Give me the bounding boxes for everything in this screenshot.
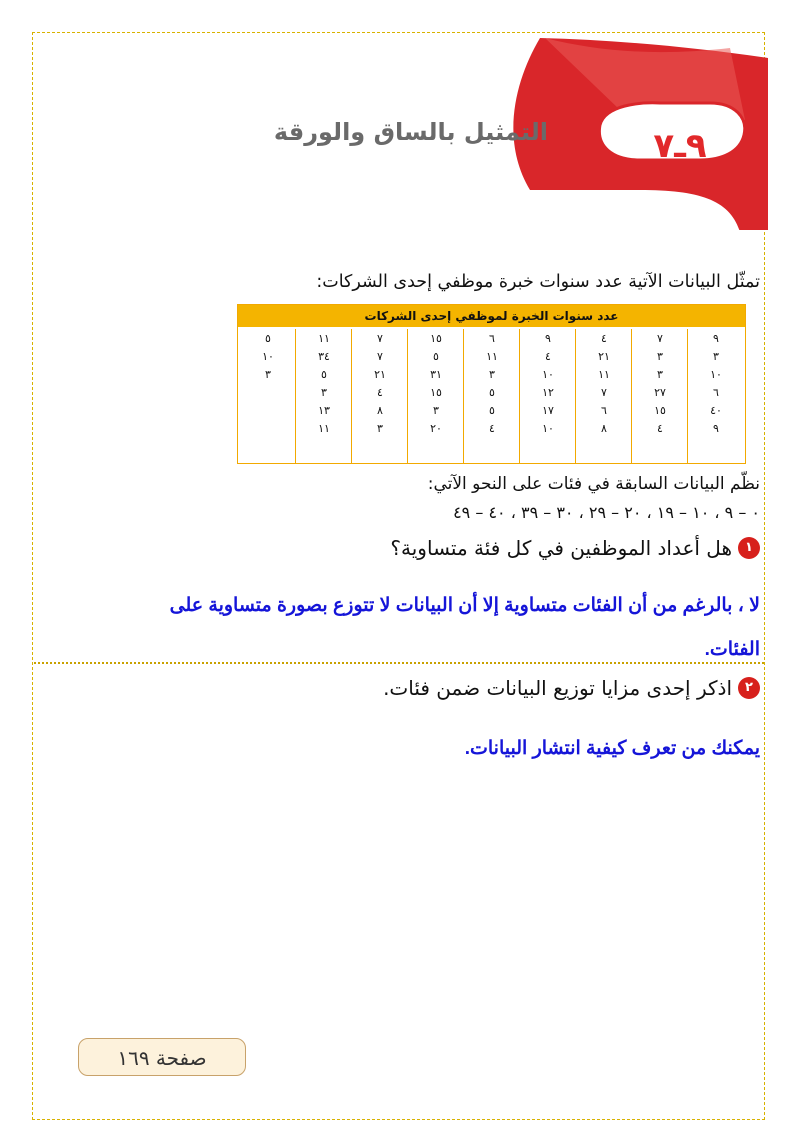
table-cell: ٨ <box>601 422 607 435</box>
table-cell: ٧ <box>657 332 663 345</box>
answer-1-line-2: الفئات. <box>704 639 760 660</box>
question-2-text: اذكر إحدى مزايا توزيع البيانات ضمن فئات. <box>383 676 732 700</box>
answer-2: يمكنك من تعرف كيفية انتشار البيانات. <box>464 738 760 759</box>
table-cell: ٣١ <box>430 368 442 381</box>
table-cell: ٨ <box>377 404 383 417</box>
table-cell: ٢١ <box>374 368 386 381</box>
table-cell: ١١ <box>486 350 498 363</box>
table-cell: ٣ <box>657 368 663 381</box>
table-cell: ٣ <box>321 386 327 399</box>
table-cell: ٥ <box>433 350 439 363</box>
table-cell: ٧ <box>601 386 607 399</box>
table-cell: ١٧ <box>542 404 554 417</box>
page-number-box: صفحة ١٦٩ <box>78 1038 246 1076</box>
table-cell: ٦ <box>713 386 719 399</box>
table-cell: ٤ <box>489 422 495 435</box>
class-ranges: ٠ – ٩ ، ١٠ – ١٩ ، ٢٠ – ٢٩ ، ٣٠ – ٣٩ ، ٤٠ – ٤٩ <box>453 503 760 522</box>
table-column <box>407 329 464 463</box>
table-cell: ١١ <box>598 368 610 381</box>
question-2-number: ٢ <box>738 677 760 699</box>
question-1-text: هل أعداد الموظفين في كل فئة متساوية؟ <box>390 536 732 560</box>
table-cell: ٦ <box>601 404 607 417</box>
table-cell: ٣ <box>713 350 719 363</box>
section-divider <box>34 662 764 664</box>
table-cell: ٩ <box>713 422 719 435</box>
table-column <box>240 329 296 463</box>
question-2 <box>383 676 760 700</box>
table-cell: ١١ <box>318 332 330 345</box>
table-column <box>631 329 688 463</box>
table-cell: ١٠ <box>542 422 554 435</box>
answer-1-line-1: لا ، بالرغم من أن الفئات متساوية إلا أن البيانات لا تتوزع بصورة متساوية على <box>169 595 760 616</box>
table-cell: ٥ <box>489 404 495 417</box>
table-cell: ٤ <box>545 350 551 363</box>
lesson-title: التمثيل بالساق والورقة <box>273 118 548 146</box>
table-cell: ١٢ <box>542 386 554 399</box>
table-cell: ٣ <box>433 404 439 417</box>
table-cell: ١٥ <box>430 332 442 345</box>
table-cell: ٤ <box>601 332 607 345</box>
table-cell: ٧ <box>377 350 383 363</box>
table-cell: ٢٠ <box>430 422 442 435</box>
table-cell: ١٥ <box>430 386 442 399</box>
table-column <box>575 329 632 463</box>
table-column <box>295 329 352 463</box>
table-column <box>351 329 408 463</box>
table-cell: ٤ <box>377 386 383 399</box>
table-cell: ٣ <box>377 422 383 435</box>
table-cell: ٣ <box>657 350 663 363</box>
table-cell: ١٠ <box>262 350 274 363</box>
question-1 <box>390 536 760 560</box>
question-1-number: ١ <box>738 537 760 559</box>
table-cell: ٣ <box>265 368 271 381</box>
table-cell: ١٣ <box>318 404 330 417</box>
table-column <box>519 329 576 463</box>
table-cell: ٥ <box>321 368 327 381</box>
experience-table <box>237 304 746 464</box>
table-cell: ٩ <box>545 332 551 345</box>
table-cell: ١٥ <box>654 404 666 417</box>
organize-text: نظّم البيانات السابقة في فئات على النحو الآتي: <box>427 474 760 494</box>
table-cell: ٣ <box>489 368 495 381</box>
lesson-ribbon <box>0 0 800 230</box>
table-column <box>463 329 520 463</box>
table-cell: ٦ <box>489 332 495 345</box>
table-cell: ١١ <box>318 422 330 435</box>
table-cell: ١٠ <box>542 368 554 381</box>
table-cell: ٥ <box>489 386 495 399</box>
table-cell: ٢٧ <box>654 386 666 399</box>
table-cell: ١٠ <box>710 368 722 381</box>
table-cell: ٤ <box>657 422 663 435</box>
table-columns <box>238 329 744 463</box>
table-cell: ٩ <box>713 332 719 345</box>
table-column <box>687 329 744 463</box>
intro-text: تمثّل البيانات الآتية عدد سنوات خبرة موظفي إحدى الشركات: <box>316 272 760 292</box>
lesson-number: ٩ـ٧ <box>653 126 707 166</box>
table-cell: ٣٤ <box>318 350 330 363</box>
table-cell: ٢١ <box>598 350 610 363</box>
table-cell: ٧ <box>377 332 383 345</box>
table-cell: ٥ <box>265 332 271 345</box>
table-cell: ٤٠ <box>710 404 722 417</box>
table-title: عدد سنوات الخبرة لموظفي إحدى الشركات <box>238 305 745 327</box>
